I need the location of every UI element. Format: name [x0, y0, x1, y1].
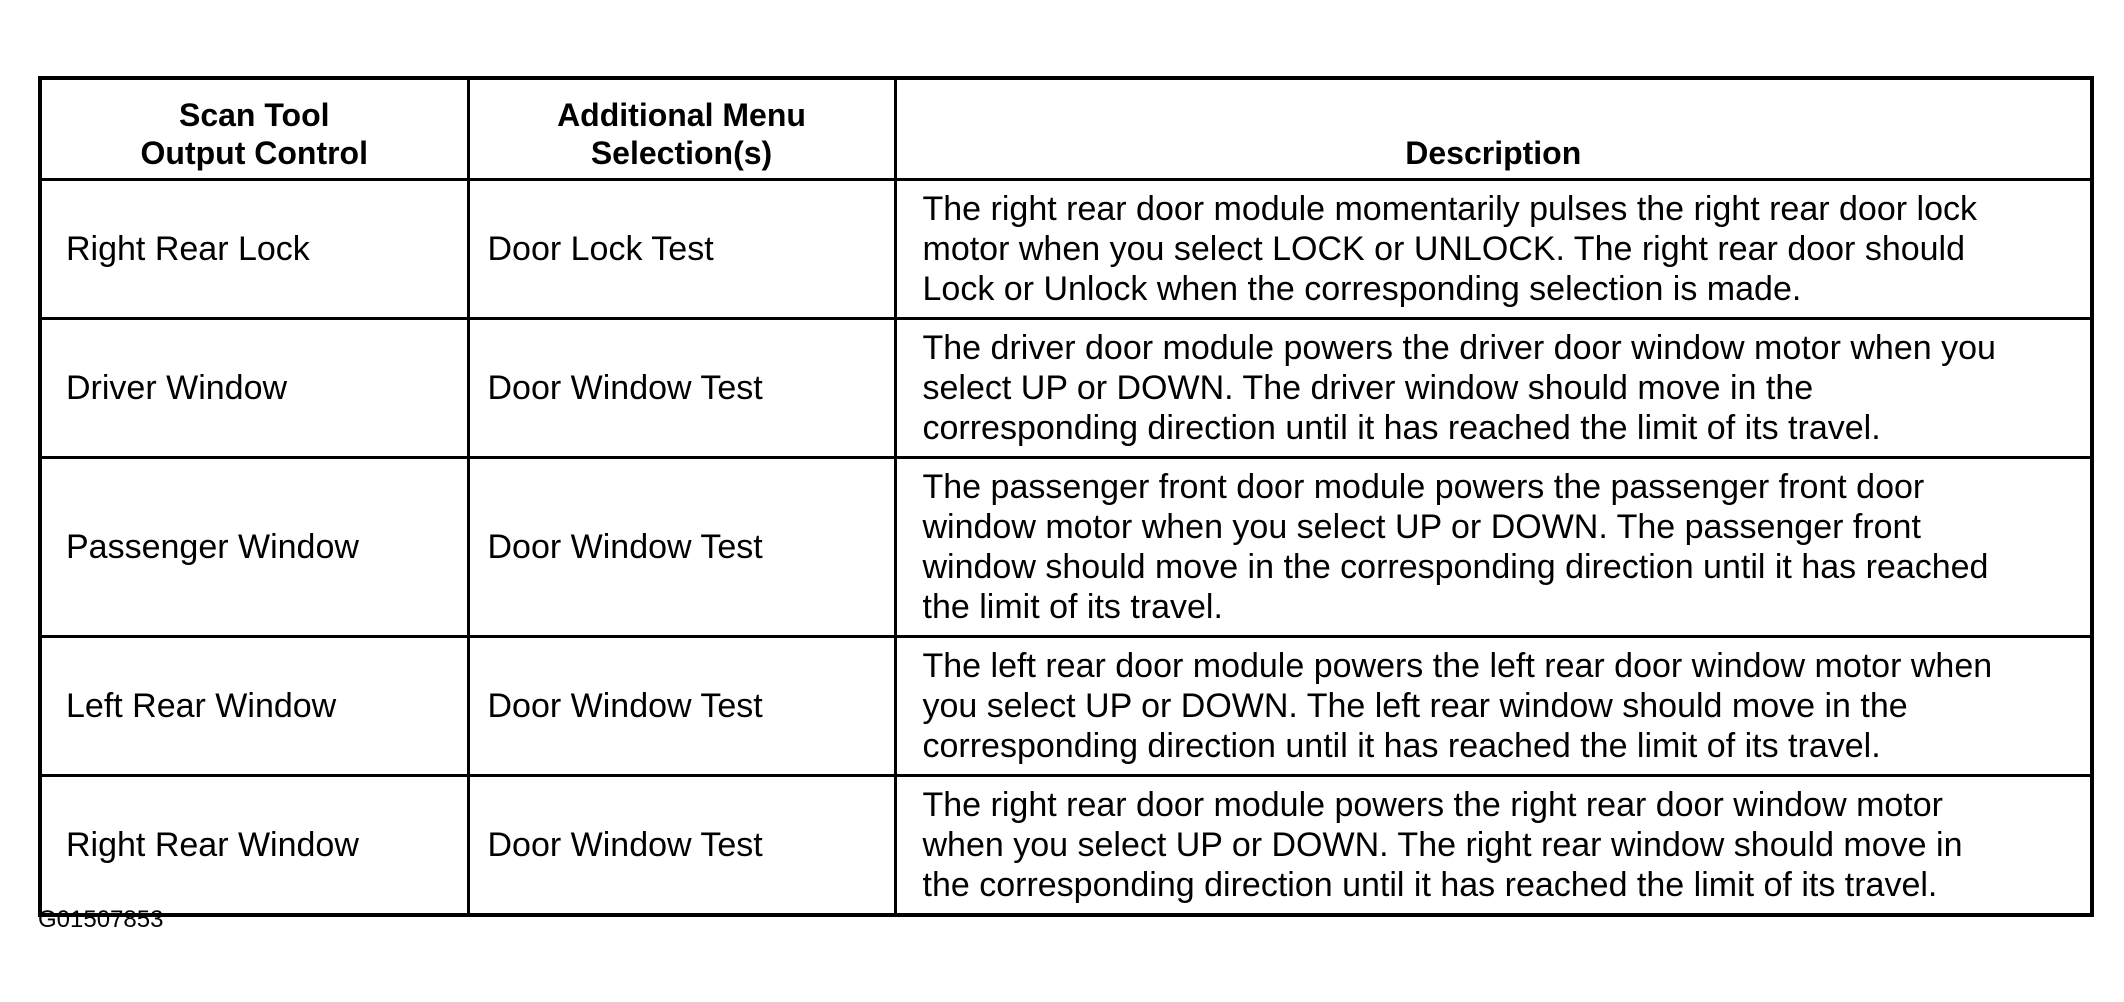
- description-line: The left rear door module powers the left rear door window motor when: [922, 647, 1993, 685]
- description-cell: [895, 458, 2092, 637]
- description-line: The right rear door module momentarily pulses the right rear door lock: [922, 190, 1977, 228]
- description-line: motor when you select LOCK or UNLOCK. The right rear door should: [922, 230, 1966, 268]
- description-cell: [895, 776, 2092, 916]
- table-row: [40, 180, 2092, 319]
- menu-selection-cell: Door Window Test: [468, 458, 895, 637]
- description-cell: [895, 637, 2092, 776]
- output-control-cell: Right Rear Lock: [40, 180, 468, 319]
- description-line: The passenger front door module powers the passenger front door: [922, 468, 1925, 506]
- description-line: select UP or DOWN. The driver window should move in the: [922, 369, 1814, 407]
- output-control-cell: Left Rear Window: [40, 637, 468, 776]
- description-line: you select UP or DOWN. The left rear window should move in the: [922, 687, 1908, 725]
- description-line: window should move in the corresponding direction until it has reached: [922, 548, 1989, 586]
- menu-selection-cell: Door Window Test: [468, 637, 895, 776]
- description-line: Lock or Unlock when the corresponding selection is made.: [922, 270, 1802, 308]
- description-line: corresponding direction until it has reached the limit of its travel.: [922, 409, 1881, 447]
- menu-selection-cell: Door Window Test: [468, 776, 895, 916]
- output-control-cell: Driver Window: [40, 319, 468, 458]
- description-line: The driver door module powers the driver door window motor when you: [922, 329, 1996, 367]
- figure-id: G01507853: [38, 906, 164, 933]
- description-line: the limit of its travel.: [922, 588, 1223, 626]
- description-line: window motor when you select UP or DOWN. The passenger front: [922, 508, 1921, 546]
- description-line: corresponding direction until it has reached the limit of its travel.: [922, 727, 1881, 765]
- menu-selection-cell: Door Lock Test: [468, 180, 895, 319]
- description-line: when you select UP or DOWN. The right rear window should move in: [922, 826, 1963, 864]
- description-cell: [895, 319, 2092, 458]
- header-additional-menu-selections: Additional Menu Selection(s): [468, 78, 895, 180]
- output-control-cell: Right Rear Window: [40, 776, 468, 916]
- header-scan-tool-output-control: Scan Tool Output Control: [40, 78, 468, 180]
- table-row: [40, 776, 2092, 916]
- menu-selection-cell: Door Window Test: [468, 319, 895, 458]
- table-row: [40, 637, 2092, 776]
- header-description: Description: [895, 78, 2092, 180]
- door-test-table: [38, 76, 2094, 917]
- output-control-cell: Passenger Window: [40, 458, 468, 637]
- description-line: the corresponding direction until it has reached the limit of its travel.: [922, 866, 1938, 904]
- description-cell: [895, 180, 2092, 319]
- header-row: [40, 78, 2092, 180]
- description-line: The right rear door module powers the right rear door window motor: [922, 786, 1943, 824]
- table-row: [40, 458, 2092, 637]
- table-row: [40, 319, 2092, 458]
